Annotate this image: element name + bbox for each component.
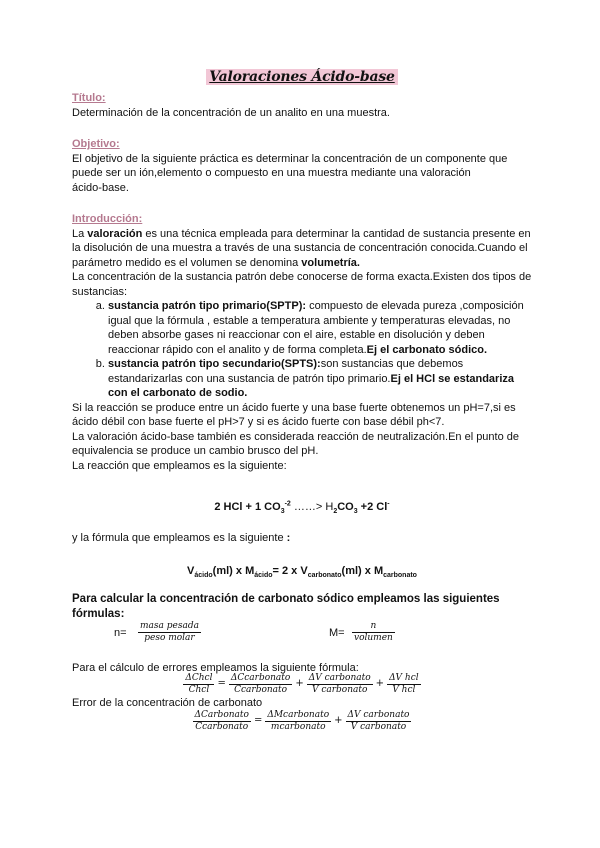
titulo-text: Determinación de la concentración de un analito en una muestra. (72, 106, 390, 119)
objetivo-line-2: puede ser un ión,elemento o compuesto en una muestra mediante una valoración (72, 167, 471, 179)
substance-list (72, 299, 532, 401)
error-formula-1: $\frac{\text{ΔChcl}}{\text{Chcl}}$ = $\frac{\text{ΔCcarbonato}}{\text{Ccarbonato}}$ + $\frac{\text{ΔV carbonato}}{\text{V carbonato}}$ + $\frac{\text{ΔV hcl}}{\text{V hcl}}$ (185, 673, 419, 695)
n-fraction: masa pesada peso molar (140, 621, 199, 643)
introduccion-section (72, 212, 532, 473)
error-fraction: $\frac{\text{ΔV carbonato}}{\text{V carbonato}}$ (347, 710, 410, 732)
document-title: Valoraciones Ácido-base (72, 70, 532, 86)
objetivo-heading: Objetivo: (72, 138, 120, 150)
m-label: M= (329, 627, 345, 639)
intro-paragraph-3: Si la reacción se produce entre un ácido fuerte y una base fuerte obtenemos un pH=7,si es ácido débil con base fuerte el pH>7 y si es ácido fuerte con base débil ph<7. (72, 401, 516, 428)
m-fraction: n volumen (354, 621, 393, 643)
intro-paragraph-2: La concentración de la sustancia patrón debe conocerse de forma exacta.Existen dos tipos de sustancias: (72, 271, 532, 298)
error-fraction: $\frac{\text{ΔCcarbonato}}{\text{Ccarbonato}}$ (230, 673, 291, 695)
error-fraction: $\frac{\text{ΔMcarbonato}}{\text{mcarbonato}}$ (267, 710, 330, 732)
error-formula-2: $\frac{\text{ΔCarbonato}}{\text{Ccarbonato}}$ = $\frac{\text{ΔMcarbonato}}{\text{mcarbonato}}$ + $\frac{\text{ΔV carbonato}}{\text{V carbonato}}$ (194, 710, 410, 732)
error-intro: Para el cálculo de errores empleamos la siguiente fórmula: (72, 662, 359, 674)
intro-paragraph-1: La valoración es una técnica empleada para determinar la cantidad de sustancia presente en la disolución de una muestra a través de una sustancia de concentración conocida.Cuando el parámetro medido es el volumen se denomina volumetría. (72, 227, 531, 269)
objetivo-section (72, 137, 532, 195)
mole-formulas (72, 621, 532, 645)
list-item: b. sustancia patrón tipo secundario(SPTS):son sustancias que debemos estandarizarlas con una sustancia de patrón tipo primario.Ej el HCl se estandariza con el carbonato de sodio. (108, 357, 532, 401)
objetivo-line-1: El objetivo de la siguiente práctica es determinar la concentración de un componente que (72, 152, 508, 165)
error-fraction: $\frac{\text{ΔV hcl}}{\text{V hcl}}$ (389, 673, 419, 695)
intro-paragraph-4: La valoración ácido-base también es considerada reacción de neutralización.En el punto de equivalencia se produce un cambio brusco del pH. (72, 430, 520, 457)
error-label: Error de la concentración de carbonato (72, 697, 263, 709)
objetivo-line-3: ácido-base. (72, 181, 129, 194)
error-fraction: $\frac{\text{ΔChcl}}{\text{Chcl}}$ (185, 673, 213, 695)
intro-heading: Introducción: (72, 213, 143, 225)
titulo-heading: Título: (72, 92, 106, 104)
intro-paragraph-5: La reacción que empleamos es la siguiente: (72, 459, 287, 472)
titulo-section (72, 91, 532, 120)
error-fraction: $\frac{\text{ΔCarbonato}}{\text{Ccarbonato}}$ (194, 710, 249, 732)
reaction-equation: 2 HCl + 1 $CO_3^{-2}$ ……> $H_2CO_3 +2$ Cl- (214, 500, 390, 516)
list-item: a. sustancia patrón tipo primario(SPTP): compuesto de elevada pureza ,composición igual que la fórmula , estable a temperatura ambiente y temperaturas elevadas, no deben absorbe gases ni reaccionar con el aire, estable en disolución y deben reaccionar rápido con el analito y de forma completa.Ej el carbonato sódico. (108, 299, 532, 357)
error-fraction: $\frac{\text{ΔV carbonato}}{\text{V carbonato}}$ (308, 673, 371, 695)
n-label: n= (114, 627, 127, 639)
titration-formula: $V_{ácido}(ml)$ x $M_{ácido}= 2$ x $V_{carbonato}(ml)$ x $M_{carbonato}$ (187, 565, 417, 580)
calc-heading: Para calcular la concentración de carbonato sódico empleamos las siguientes fórmulas: (72, 593, 500, 620)
formula-intro: y la fórmula que empleamos es la siguiente : (72, 532, 291, 544)
